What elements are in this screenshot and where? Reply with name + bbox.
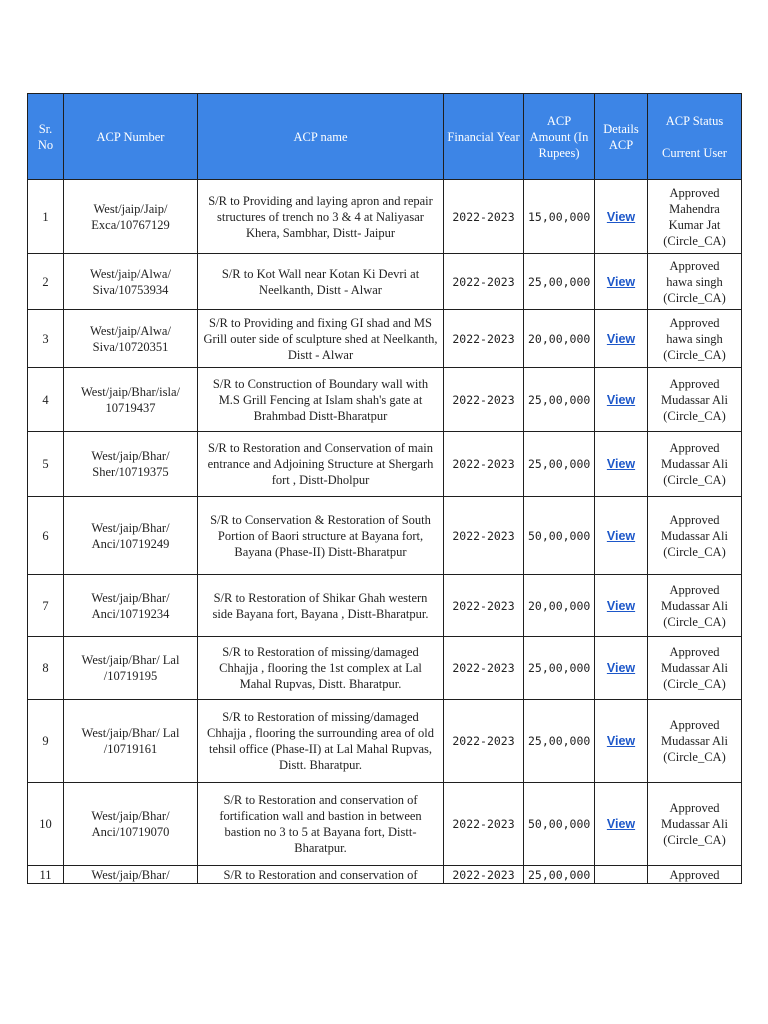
header-sr-no: Sr. No [28,94,64,180]
row-acp-status [648,368,742,432]
row-acp-status [648,866,742,884]
status-text: Approved [669,867,720,882]
row-acp-name: S/R to Conservation & Restoration of South Portion of Baori structure at Bayana fort, Bayana (Phase-II) Distt-Bharatpur [198,497,444,575]
current-user-text: Mudassar Ali (Circle_CA) [660,661,728,691]
row-acp-name: S/R to Providing and fixing GI shad and MS Grill outer side of sculpture shed at Neelkanth, Distt - Alwar [198,310,444,368]
row-financial-year: 2022-2023 [444,310,524,368]
row-details-acp [595,783,648,866]
row-financial-year: 2022-2023 [444,575,524,637]
row-sr-no: 3 [28,310,64,368]
header-acp-status [648,94,742,180]
header-acp-number: ACP Number [64,94,198,180]
header-acp-amount: ACP Amount (In Rupees) [524,94,595,180]
table-row [28,575,742,637]
table-row [28,866,742,884]
row-details-acp [595,866,648,884]
current-user-text: Mudassar Ali (Circle_CA) [660,734,728,764]
row-acp-number: West/jaip/Bhar/ Anci/10719234 [64,575,198,637]
row-acp-number: West/jaip/Bhar/ Anci/10719070 [64,783,198,866]
row-details-acp [595,497,648,575]
row-financial-year: 2022-2023 [444,783,524,866]
row-financial-year: 2022-2023 [444,700,524,783]
status-text: Approved [669,376,720,391]
table-row [28,180,742,254]
view-link[interactable]: View [606,734,636,748]
row-sr-no: 4 [28,368,64,432]
row-acp-number: West/jaip/Bhar/ [64,866,198,884]
current-user-text: hawa singh (Circle_CA) [663,331,726,362]
row-sr-no: 2 [28,254,64,310]
status-text: Approved [669,801,720,815]
row-acp-status [648,637,742,700]
row-acp-number: West/jaip/Bhar/isla/ 10719437 [64,368,198,432]
view-link[interactable]: View [606,457,636,471]
header-current-user-label: Current User [662,145,727,160]
table-row [28,637,742,700]
row-sr-no: 1 [28,180,64,254]
row-acp-name: S/R to Construction of Boundary wall with M.S Grill Fencing at Islam shah's gate at Brahmbad Distt-Bharatpur [198,368,444,432]
view-link[interactable]: View [606,598,636,613]
row-details-acp [595,432,648,497]
row-acp-amount: 25,00,000 [524,866,595,884]
row-sr-no: 11 [28,866,64,884]
current-user-text: Mahendra Kumar Jat (Circle_CA) [663,201,726,248]
row-acp-name: S/R to Restoration of missing/damaged Chhajja , flooring the 1st complex at Lal Mahal Rupvas, Distt. Bharatpur. [198,637,444,700]
row-acp-amount: 25,00,000 [524,637,595,700]
view-link[interactable]: View [606,331,636,346]
row-acp-number: West/jaip/Bhar/ Sher/10719375 [64,432,198,497]
row-details-acp [595,368,648,432]
table-row [28,700,742,783]
row-acp-status [648,310,742,368]
view-link[interactable]: View [606,817,636,831]
status-text: Approved [669,512,720,527]
row-acp-name: S/R to Restoration and Conservation of main entrance and Adjoining Structure at Shergarh fort , Distt-Dholpur [198,432,444,497]
acp-table-container [27,93,741,884]
row-details-acp [595,180,648,254]
row-financial-year: 2022-2023 [444,180,524,254]
row-acp-name: S/R to Restoration of Shikar Ghah western side Bayana fort, Bayana , Distt-Bharatpur. [198,575,444,637]
current-user-text: Mudassar Ali (Circle_CA) [660,457,728,487]
current-user-text: hawa singh (Circle_CA) [663,274,726,305]
row-acp-name: S/R to Providing and laying apron and repair structures of trench no 3 & 4 at Naliyasar Khera, Sambhar, Distt- Jaipur [198,180,444,254]
row-details-acp [595,310,648,368]
row-acp-amount: 20,00,000 [524,310,595,368]
status-text: Approved [669,718,720,732]
row-acp-number: West/jaip/Alwa/ Siva/10720351 [64,310,198,368]
view-link[interactable]: View [606,209,636,224]
table-row [28,254,742,310]
row-financial-year: 2022-2023 [444,368,524,432]
status-text: Approved [669,582,720,597]
row-acp-status [648,575,742,637]
row-acp-amount: 20,00,000 [524,575,595,637]
row-details-acp [595,637,648,700]
current-user-text: Mudassar Ali (Circle_CA) [660,598,728,629]
header-financial-year: Financial Year [444,94,524,180]
row-acp-number: West/jaip/Alwa/ Siva/10753934 [64,254,198,310]
table-body [28,180,742,884]
header-acp-name: ACP name [198,94,444,180]
header-details-acp: Details ACP [595,94,648,180]
row-details-acp [595,700,648,783]
table-row [28,310,742,368]
current-user-text: Mudassar Ali (Circle_CA) [660,817,728,847]
row-sr-no: 9 [28,700,64,783]
view-link[interactable]: View [606,661,636,675]
current-user-text: Mudassar Ali (Circle_CA) [660,528,728,559]
row-sr-no: 8 [28,637,64,700]
acp-table [27,93,742,884]
row-acp-amount: 25,00,000 [524,368,595,432]
table-header-row [28,94,742,180]
row-acp-number: West/jaip/Bhar/ Anci/10719249 [64,497,198,575]
header-status-label: ACP Status [665,113,724,128]
row-acp-amount: 50,00,000 [524,497,595,575]
row-financial-year: 2022-2023 [444,637,524,700]
status-text: Approved [669,441,720,455]
row-sr-no: 10 [28,783,64,866]
row-acp-number: West/jaip/Jaip/ Exca/10767129 [64,180,198,254]
row-acp-name: S/R to Restoration and conservation of [198,866,444,884]
row-acp-name: S/R to Restoration and conservation of fortification wall and bastion in between bastion no 3 to 5 at Bayana fort, Distt-Bharatpur. [198,783,444,866]
table-row [28,368,742,432]
row-sr-no: 7 [28,575,64,637]
row-acp-amount: 25,00,000 [524,700,595,783]
row-acp-amount: 25,00,000 [524,254,595,310]
row-acp-status [648,497,742,575]
row-details-acp [595,575,648,637]
row-acp-name: S/R to Kot Wall near Kotan Ki Devri at Neelkanth, Distt - Alwar [198,254,444,310]
view-link[interactable]: View [606,528,636,543]
row-sr-no: 5 [28,432,64,497]
row-sr-no: 6 [28,497,64,575]
row-financial-year: 2022-2023 [444,497,524,575]
row-financial-year: 2022-2023 [444,254,524,310]
row-acp-number: West/jaip/Bhar/ Lal /10719161 [64,700,198,783]
status-text: Approved [669,185,720,200]
row-acp-status [648,783,742,866]
table-row [28,783,742,866]
table-row [28,497,742,575]
row-acp-amount: 15,00,000 [524,180,595,254]
row-acp-status [648,432,742,497]
row-acp-amount: 50,00,000 [524,783,595,866]
row-financial-year: 2022-2023 [444,432,524,497]
view-link[interactable]: View [606,392,636,407]
row-details-acp [595,254,648,310]
table-row [28,432,742,497]
row-financial-year: 2022-2023 [444,866,524,884]
status-text: Approved [669,258,720,273]
row-acp-name: S/R to Restoration of missing/damaged Chhajja , flooring the surrounding area of old tehsil office (Phase-II) at Lal Mahal Rupvas, Distt. Bharatpur. [198,700,444,783]
row-acp-status [648,700,742,783]
status-text: Approved [669,315,720,330]
current-user-text: Mudassar Ali (Circle_CA) [660,392,728,423]
row-acp-number: West/jaip/Bhar/ Lal /10719195 [64,637,198,700]
status-text: Approved [669,645,720,659]
row-acp-status [648,180,742,254]
row-acp-amount: 25,00,000 [524,432,595,497]
row-acp-status [648,254,742,310]
view-link[interactable]: View [606,274,636,289]
